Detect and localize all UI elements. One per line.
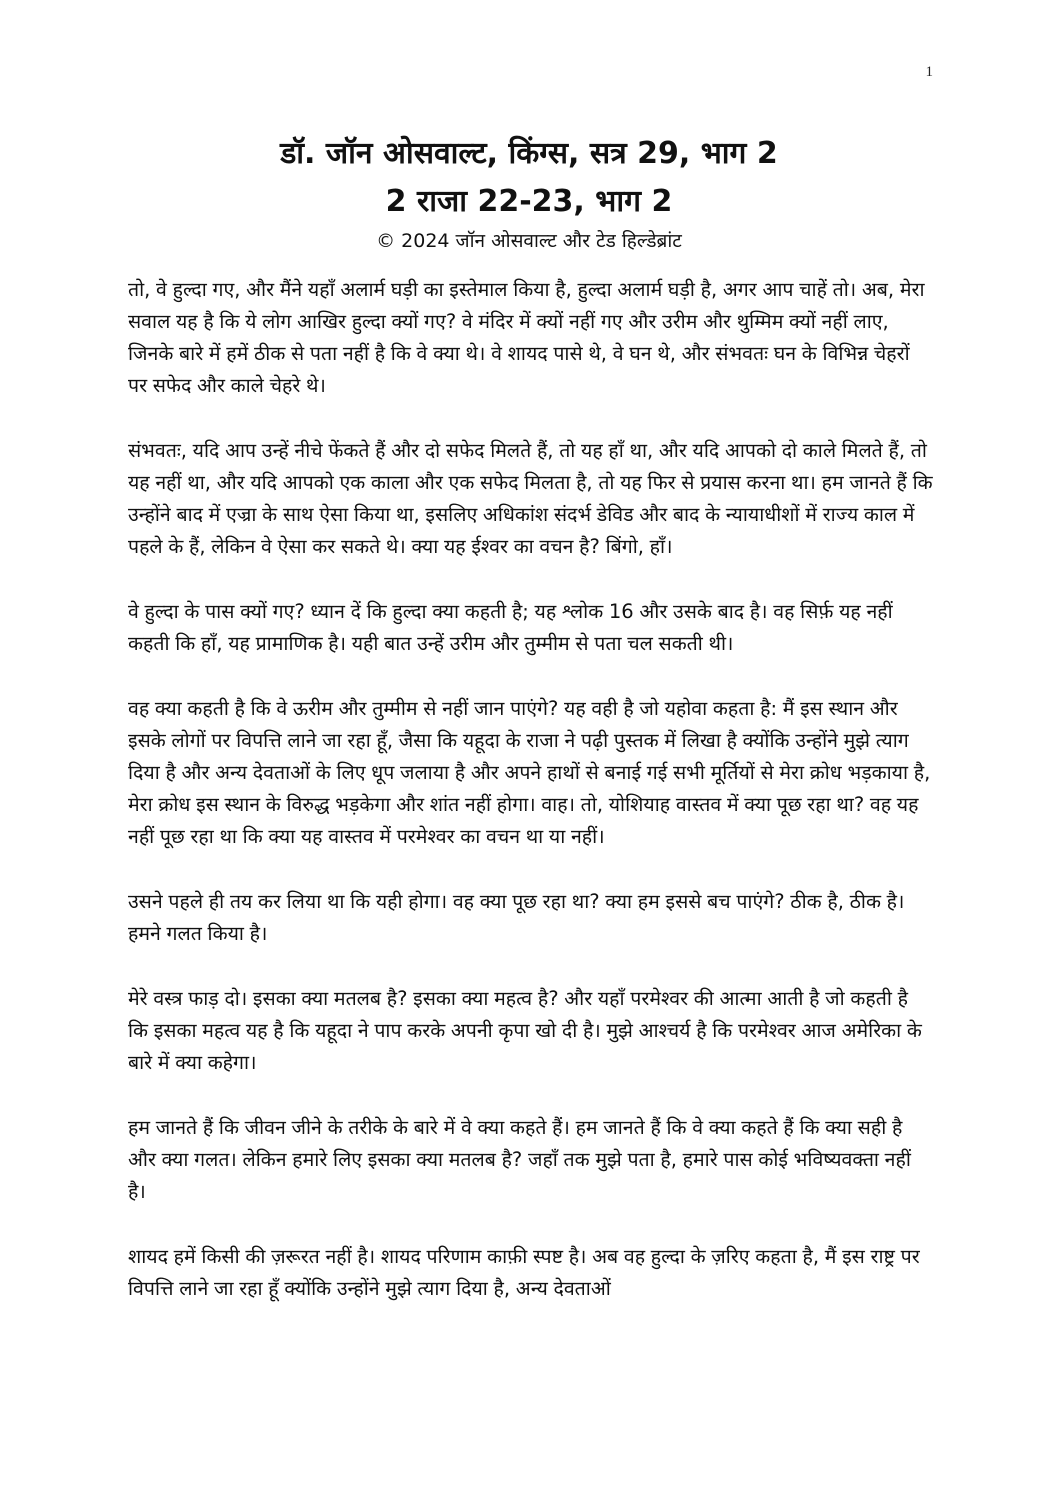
document-subtitle: 2 राजा 22-23, भाग 2 (385, 184, 673, 219)
document-header (128, 130, 930, 256)
copyright-line: © 2024 जॉन ओसवाल्ट और टेड हिल्डेब्रांट (376, 230, 682, 252)
paragraph: वे हुल्दा के पास क्यों गए? ध्यान दें कि हुल्दा क्या कहती है; यह श्लोक 16 और उसके बाद है। वह सिर्फ़ यह नहीं कहती कि हाँ, यह प्रामाणिक है। यही बात उन्हें उरीम और तुम्मीम से पता चल सकती थी। (128, 600, 893, 655)
paragraph: हम जानते हैं कि जीवन जीने के तरीके के बारे में वे क्या कहते हैं। हम जानते हैं कि वे क्या कहते हैं कि क्या सही है और क्या गलत। लेकिन हमारे लिए इसका क्या मतलब है? जहाँ तक मुझे पता है, हमारे पास कोई भविष्यवक्ता नहीं है। (128, 1116, 911, 1203)
document-title: डॉ. जॉन ओसवाल्ट, किंग्स, सत्र 29, भाग 2 (280, 136, 778, 171)
paragraph: तो, वे हुल्दा गए, और मैंने यहाँ अलार्म घड़ी का इस्तेमाल किया है, हुल्दा अलार्म घड़ी है, अगर आप चाहें तो। अब, मेरा सवाल यह है कि ये लोग आखिर हुल्दा क्यों गए? वे मंदिर में क्यों नहीं गए और उरीम और थुम्मिम क्यों नहीं लाए, जिनके बारे में हमें ठीक से पता नहीं है कि वे क्या थे। वे शायद पासे थे, वे घन थे, और संभवतः घन के विभिन्न चेहरों पर सफेद और काले चेहरे थे। (128, 278, 925, 397)
paragraph: उसने पहले ही तय कर लिया था कि यही होगा। वह क्या पूछ रहा था? क्या हम इससे बच पाएंगे? ठीक है, ठीक है। हमने गलत किया है। (128, 890, 905, 945)
paragraph: वह क्या कहती है कि वे ऊरीम और तुम्मीम से नहीं जान पाएंगे? यह वही है जो यहोवा कहता है: मैं इस स्थान और इसके लोगों पर विपत्ति लाने जा रहा हूँ, जैसा कि यहूदा के राजा ने पढ़ी पुस्तक में लिखा है क्योंकि उन्होंने मुझे त्याग दिया है और अन्य देवताओं के लिए धूप जलाया है और अपने हाथों से बनाई गई सभी मूर्तियों से मेरा क्रोध भड़काया है, मेरा क्रोध इस स्थान के विरुद्ध भड़केगा और शांत नहीं होगा। वाह। तो, योशियाह वास्तव में क्या पूछ रहा था? वह यह नहीं पूछ रहा था कि क्या यह वास्तव में परमेश्वर का वचन था या नहीं। (128, 697, 931, 848)
paragraph: मेरे वस्त्र फाड़ दो। इसका क्या मतलब है? इसका क्या महत्व है? और यहाँ परमेश्वर की आत्मा आती है जो कहती है कि इसका महत्व यह है कि यहूदा ने पाप करके अपनी कृपा खो दी है। मुझे आश्चर्य है कि परमेश्वर आज अमेरिका के बारे में क्या कहेगा। (128, 987, 922, 1074)
paragraph: शायद हमें किसी की ज़रूरत नहीं है। शायद परिणाम काफ़ी स्पष्ट है। अब वह हुल्दा के ज़रिए कहता है, मैं इस राष्ट्र पर विपत्ति लाने जा रहा हूँ क्योंकि उन्होंने मुझे त्याग दिया है, अन्य देवताओं (128, 1245, 920, 1300)
paragraph: संभवतः, यदि आप उन्हें नीचे फेंकते हैं और दो सफेद मिलते हैं, तो यह हाँ था, और यदि आपको दो काले मिलते हैं, तो यह नहीं था, और यदि आपको एक काला और एक सफेद मिलता है, तो यह फिर से प्रयास करना था। हम जानते हैं कि उन्होंने बाद में एज्रा के साथ ऐसा किया था, इसलिए अधिकांश संदर्भ डेविड और बाद के न्यायाधीशों में राज्य काल में पहले के हैं, लेकिन वे ऐसा कर सकते थे। क्या यह ईश्वर का वचन है? बिंगो, हाँ। (128, 439, 933, 558)
document-body (128, 274, 933, 1338)
page-number: 1 (925, 64, 933, 80)
